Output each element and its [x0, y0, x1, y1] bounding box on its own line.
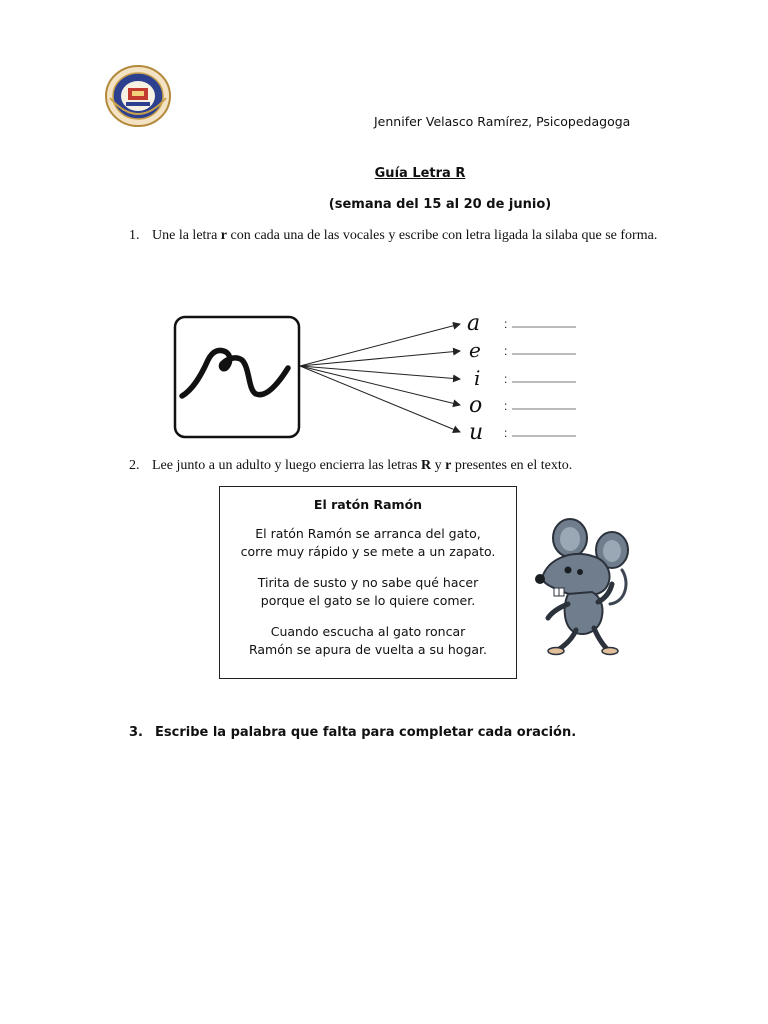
question-3-text: Escribe la palabra que falta para completar cada oración. [155, 725, 577, 740]
school-crest-icon [104, 64, 172, 128]
question-1-letter: r [220, 228, 228, 243]
question-1-text [152, 225, 672, 246]
question-1-text-a: Une la letra [152, 228, 221, 243]
question-2-letter-upper: R [421, 458, 432, 473]
mouse-icon [528, 512, 632, 658]
poem-line: Cuando escucha al gato roncar [270, 624, 466, 639]
poem-title: El ratón Ramón [313, 497, 423, 512]
poem-line: corre muy rápido y se mete a un zapato. [240, 544, 496, 559]
question-3-number: 3. [129, 725, 143, 740]
poem-stanza-1 [220, 525, 516, 561]
poem-stanza-3 [220, 623, 516, 659]
poem-line: Tirita de susto y no sabe qué hacer [257, 575, 479, 590]
question-2-letter-lower: r [445, 458, 452, 473]
vowel-a: a [467, 311, 481, 336]
question-2-text [152, 455, 672, 476]
separator-o: : [504, 399, 508, 413]
vowel-i: i [474, 366, 481, 390]
question-1-text-b: con cada una de las vocales y escribe con letra ligada la silaba que se forma. [227, 228, 658, 243]
poem-stanza-2 [220, 574, 516, 610]
poem-line: El ratón Ramón se arranca del gato, [255, 526, 481, 541]
letter-vowel-diagram [170, 308, 590, 443]
page-title: Guía Letra R [374, 166, 466, 181]
vowel-e: e [469, 338, 481, 362]
vowel-o: o [469, 393, 483, 418]
arrow-i [300, 366, 460, 379]
question-1-number: 1. [129, 228, 140, 243]
arrow-e [300, 351, 460, 366]
author-name: Jennifer Velasco Ramírez, Psicopedagoga [374, 114, 631, 129]
vowel-u: u [469, 420, 484, 443]
separator-u: : [504, 426, 508, 440]
page-subtitle: (semana del 15 al 20 de junio) [328, 197, 552, 212]
question-2-text-a: Lee junto a un adulto y luego encierra las letras [152, 458, 422, 473]
arrow-a [300, 324, 460, 366]
poem-line: Ramón se apura de vuelta a su hogar. [248, 642, 488, 657]
poem-box [219, 486, 517, 679]
separator-i: : [504, 372, 508, 386]
separator-e: : [504, 344, 508, 358]
question-2-text-b: y [431, 458, 446, 473]
poem-line: porque el gato se lo quiere comer. [260, 593, 476, 608]
question-2-text-c: presentes en el texto. [451, 458, 573, 473]
separator-a: : [504, 317, 508, 331]
question-2-number: 2. [129, 458, 140, 473]
